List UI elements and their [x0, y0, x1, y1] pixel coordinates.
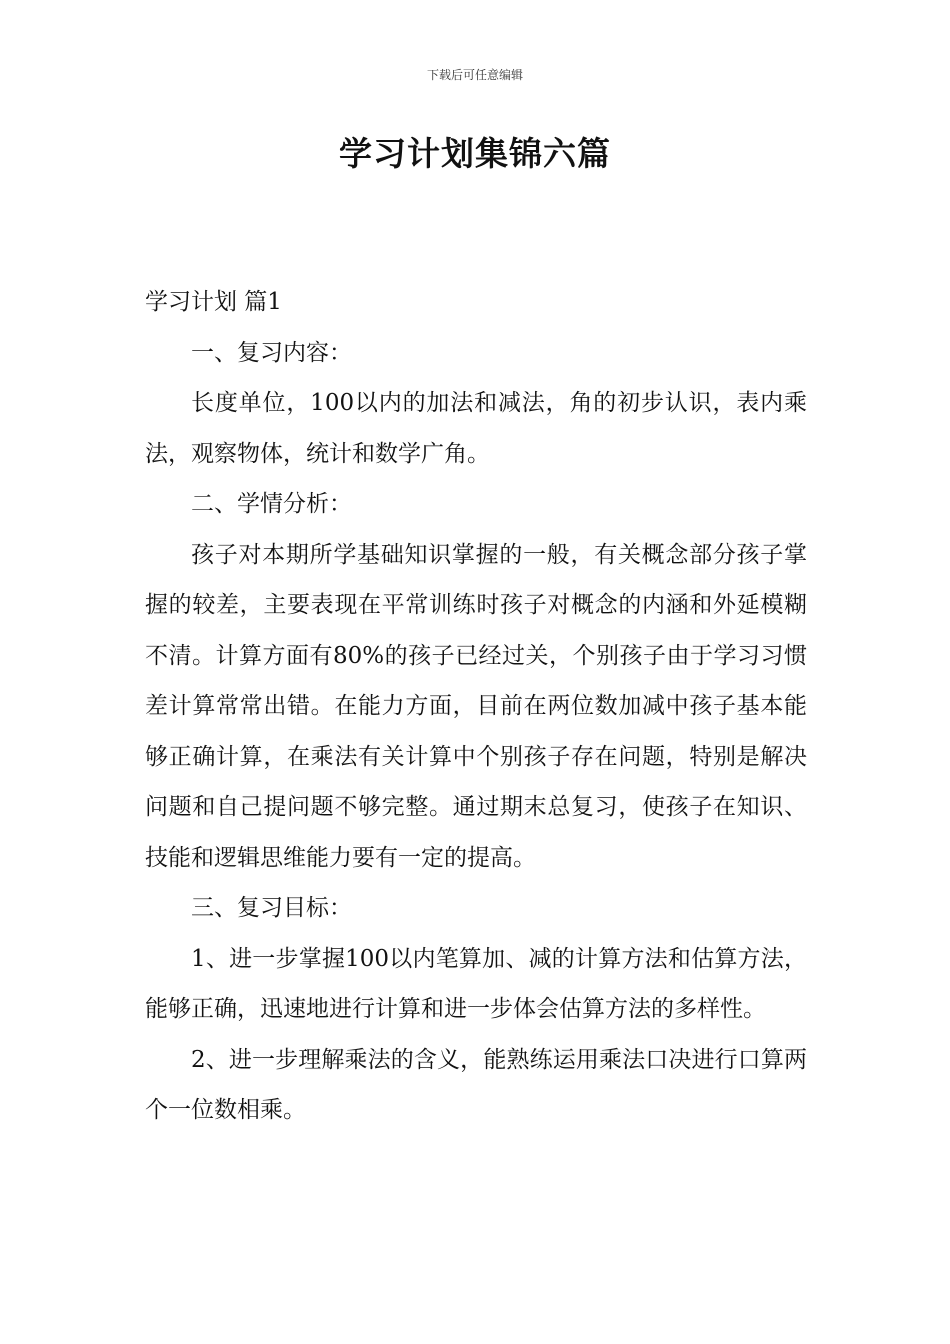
paragraph: 1、进一步掌握100以内笔算加、减的计算方法和估算方法，能够正确，迅速地进行计算和进一步体会估算方法的多样性。 — [145, 945, 807, 1022]
paragraph: 三、复习目标： — [191, 895, 352, 921]
section-heading: 学习计划 篇1 — [145, 289, 282, 315]
document-body — [145, 277, 807, 1136]
paragraph: 二、学情分析： — [191, 491, 352, 517]
header-note: 下载后可任意编辑 — [426, 68, 523, 82]
paragraph: 孩子对本期所学基础知识掌握的一般，有关概念部分孩子掌握的较差，主要表现在平常训练时孩子对概念的内涵和外延模糊不清。计算方面有80%的孩子已经过关，个别孩子由于学习习惯差计算常常出错。在能力方面，目前在两位数加减中孩子基本能够正确计算，在乘法有关计算中个别孩子存在问题，特别是解决问题和自己提问题不够完整。通过期末总复习，使孩子在知识、技能和逻辑思维能力要有一定的提高。 — [145, 541, 807, 871]
paragraph: 长度单位，100以内的加法和减法，角的初步认识，表内乘法，观察物体，统计和数学广角。 — [145, 390, 807, 467]
paragraph: 2、进一步理解乘法的含义，能熟练运用乘法口决进行口算两个一位数相乘。 — [145, 1046, 807, 1123]
document-title: 学习计划集锦六篇 — [339, 134, 611, 173]
paragraph: 一、复习内容： — [191, 339, 352, 366]
